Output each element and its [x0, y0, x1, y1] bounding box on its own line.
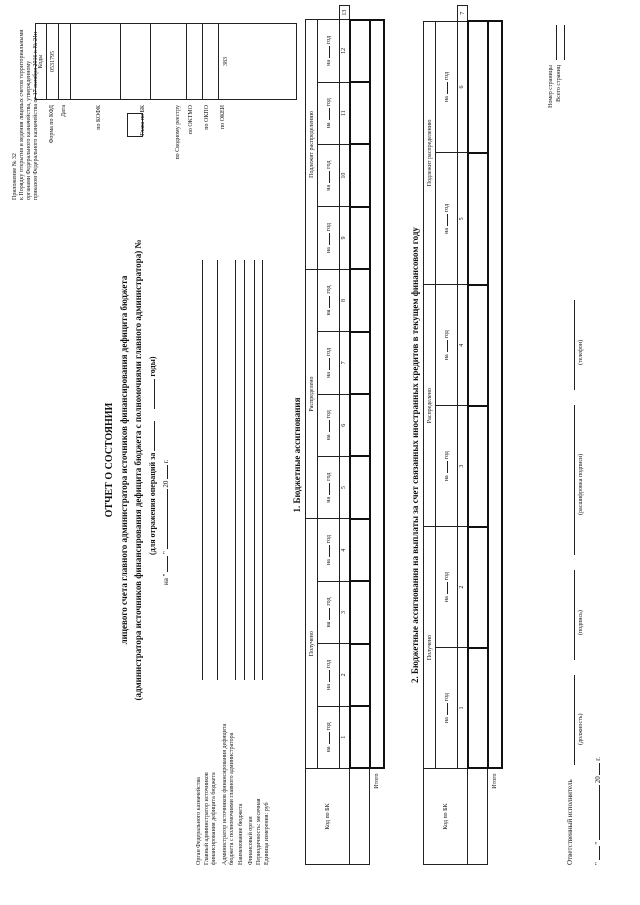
- god-label: год: [325, 98, 332, 107]
- na-label: на: [325, 434, 332, 441]
- t1-col-number: 2: [340, 644, 350, 706]
- okud-value: 0531795: [46, 24, 59, 99]
- left-field-line[interactable]: [211, 260, 218, 680]
- left-field-line[interactable]: [229, 260, 236, 680]
- left-label: финансирования дефицита бюджета: [211, 772, 217, 865]
- t1-year-header: [318, 82, 340, 144]
- t2-data-cell[interactable]: [468, 153, 488, 285]
- s1-group-to-distribute: Подлежит распределению: [306, 20, 318, 270]
- s1-group-received: Получено: [306, 519, 318, 769]
- t1-col-number: 9: [340, 207, 350, 269]
- god-label: год: [443, 330, 450, 339]
- t1-col-number: 7: [340, 332, 350, 394]
- na-label: на: [325, 247, 332, 254]
- god-label: год: [325, 223, 332, 232]
- left-label: Главный администратор источников: [204, 772, 210, 865]
- t1-year-header: [318, 20, 340, 82]
- decoding-field[interactable]: [566, 405, 575, 555]
- t2-year-header: [436, 285, 458, 406]
- left-label: Периодичность: месячная: [256, 798, 262, 865]
- okud-label: Форма по КФД: [49, 105, 55, 144]
- t1-col-number: 8: [340, 269, 350, 331]
- kofk-label: по КОФК: [96, 105, 102, 130]
- year-field[interactable]: [329, 670, 330, 682]
- t1-year-header: [318, 207, 340, 269]
- page-number-field[interactable]: [552, 25, 557, 60]
- t1-data-cell[interactable]: [350, 706, 370, 768]
- t2-col-number: 3: [458, 406, 468, 527]
- god-label: год: [325, 410, 332, 419]
- okei-label: по ОКЕИ: [220, 105, 226, 130]
- footer-date-g: г.: [594, 756, 602, 761]
- t1-data-cell[interactable]: [350, 20, 370, 82]
- na-label: на: [443, 96, 450, 103]
- footer-year-field[interactable]: [599, 763, 600, 775]
- t2-col-number: 7: [458, 6, 468, 22]
- left-label: Орган Федерального казначейства: [196, 777, 202, 865]
- god-label: год: [325, 535, 332, 544]
- year-field[interactable]: [447, 82, 448, 94]
- left-label: Администратор источников финансирования дефицита: [222, 723, 228, 865]
- report-date-line: [162, 459, 170, 585]
- left-field-line[interactable]: [256, 260, 263, 680]
- t2-year-header: [436, 153, 458, 285]
- t1-year-header: [318, 269, 340, 331]
- page-number-label: Номер страницы: [548, 65, 554, 108]
- s2-group-distributed: Распределено: [424, 285, 436, 527]
- kofk-code-cell[interactable]: [70, 24, 121, 99]
- t2-year-header: [436, 527, 458, 648]
- s2-group-received: Получено: [424, 527, 436, 769]
- footer-month-field[interactable]: [599, 785, 600, 840]
- footer-date-year: 20: [594, 776, 602, 784]
- section2-table: [423, 5, 503, 865]
- bk-code-cell[interactable]: [120, 24, 151, 99]
- na-label: на: [325, 684, 332, 690]
- report-day-field[interactable]: [167, 556, 168, 572]
- year-field[interactable]: [329, 46, 330, 58]
- na-label: на: [325, 309, 332, 316]
- s1-total-label: Итого: [373, 773, 380, 789]
- total-pages-field[interactable]: [560, 25, 565, 60]
- t1-year-header: [318, 332, 340, 394]
- left-label: Единица измерения: руб: [264, 802, 270, 865]
- year-field[interactable]: [329, 608, 330, 620]
- left-field-line[interactable]: [238, 260, 245, 680]
- phone-caption: (телефон): [578, 339, 584, 365]
- god-label: год: [325, 722, 332, 731]
- na-label: на: [325, 372, 332, 378]
- na-label: на: [325, 559, 332, 566]
- period-from-field[interactable]: [154, 421, 155, 451]
- left-field-line[interactable]: [248, 260, 255, 680]
- section1-title: 1. Бюджетные ассигнования: [292, 397, 302, 513]
- appendix-line3: органами Федерального казначейства, утвержденному: [26, 60, 32, 200]
- t1-col-number: 3: [340, 581, 350, 643]
- na-label: на: [443, 717, 450, 724]
- codes-box: [35, 23, 297, 100]
- appendix-line1: Приложение № 32: [12, 153, 18, 200]
- date-prefix: на ": [162, 573, 170, 585]
- t1-year-header: [318, 456, 340, 518]
- god-label: год: [443, 451, 450, 460]
- god-label: год: [325, 285, 332, 294]
- t2-data-cell[interactable]: [468, 769, 488, 865]
- t1-data-cell[interactable]: [350, 82, 370, 144]
- section1-table: [305, 5, 385, 865]
- s2-col-kod: Код по БК: [424, 769, 468, 865]
- t1-col-number: 10: [340, 144, 350, 206]
- god-label: год: [325, 597, 332, 606]
- na-label: на: [325, 60, 332, 66]
- okpo-code-cell[interactable]: [202, 24, 219, 99]
- svod-code-cell[interactable]: [150, 24, 187, 99]
- t1-data-cell[interactable]: [350, 456, 370, 518]
- t1-data-cell[interactable]: [350, 769, 370, 865]
- t2-data-cell[interactable]: [468, 406, 488, 527]
- t1-data-cell[interactable]: [350, 207, 370, 269]
- t1-data-cell[interactable]: [350, 394, 370, 456]
- na-label: на: [325, 122, 332, 129]
- t2-data-cell[interactable]: [468, 527, 488, 648]
- t1-col-number: 4: [340, 519, 350, 581]
- t1-data-cell[interactable]: [350, 519, 370, 581]
- date-mid: ": [162, 551, 170, 555]
- na-label: на: [443, 475, 450, 482]
- god-label: год: [325, 347, 332, 357]
- god-label: год: [325, 160, 332, 169]
- left-label: бюджета с полномочиями главного администратора: [229, 732, 235, 865]
- s2-total-row[interactable]: [488, 21, 502, 768]
- okei-value: 383: [218, 24, 233, 99]
- total-pages-label: Всего страниц: [556, 65, 562, 102]
- t2-data-cell[interactable]: [468, 648, 488, 769]
- t1-data-cell[interactable]: [350, 269, 370, 331]
- year-field[interactable]: [447, 461, 448, 473]
- year-field[interactable]: [329, 483, 330, 495]
- t1-data-cell[interactable]: [350, 144, 370, 206]
- god-label: год: [443, 572, 450, 581]
- signature-field[interactable]: [566, 570, 575, 660]
- s1-total-row[interactable]: [370, 20, 384, 769]
- left-label: Финансовый орган: [248, 816, 254, 865]
- decoding-caption: (расшифровка подписи): [578, 453, 584, 515]
- god-label: год: [325, 659, 332, 669]
- t2-year-header: [436, 21, 458, 153]
- oktmo-label: по ОКТМО: [188, 105, 194, 135]
- god-label: год: [325, 472, 332, 481]
- signature-caption: (подпись): [578, 610, 584, 635]
- appendix-line2: к Порядку открытия и ведения лицевых счетов территориальными: [19, 29, 25, 200]
- t1-data-cell[interactable]: [350, 332, 370, 394]
- left-label: Наименование бюджета: [238, 803, 244, 865]
- year-field[interactable]: [447, 340, 448, 352]
- year-field[interactable]: [329, 296, 330, 308]
- period-to-field[interactable]: [154, 379, 155, 409]
- na-label: на: [443, 596, 450, 603]
- period-line: [148, 356, 157, 555]
- year-field[interactable]: [447, 582, 448, 594]
- na-label: на: [325, 746, 332, 753]
- position-field[interactable]: [566, 675, 575, 765]
- t2-col-number: 4: [458, 285, 468, 406]
- t1-col-number: 12: [340, 20, 350, 82]
- t1-col-number: 1: [340, 706, 350, 768]
- na-label: на: [325, 184, 332, 191]
- t1-col-number: 5: [340, 456, 350, 518]
- t1-year-header: [318, 706, 340, 768]
- footer-date: [594, 757, 602, 865]
- oktmo-code-cell[interactable]: [186, 24, 203, 99]
- date-suffix: г.: [162, 459, 170, 464]
- t1-year-header: [318, 644, 340, 706]
- t2-col-number: 1: [458, 648, 468, 769]
- na-label: на: [443, 354, 450, 361]
- year-field[interactable]: [329, 732, 330, 744]
- t1-year-header: [318, 519, 340, 581]
- year-field[interactable]: [447, 703, 448, 715]
- footer-day-field[interactable]: [599, 846, 600, 860]
- appendix-line4: приказом Федерального казначейства от 17 октября 2016 г. № 21н: [33, 31, 39, 200]
- bk-label: Глава по БК: [140, 105, 146, 136]
- t1-col-number: 6: [340, 394, 350, 456]
- s2-group-to-distribute: Подлежит распределению: [424, 21, 436, 285]
- god-label: год: [325, 35, 332, 44]
- t2-col-number: 2: [458, 527, 468, 648]
- position-caption: (должность): [578, 713, 584, 745]
- s1-col-kod: Код по БК: [306, 769, 350, 865]
- na-label: на: [325, 621, 332, 628]
- t2-col-number: 5: [458, 153, 468, 285]
- codes-header: Коды: [38, 54, 44, 69]
- period-text: (для отражения операций за: [148, 452, 157, 555]
- t1-year-header: [318, 581, 340, 643]
- year-field[interactable]: [329, 233, 330, 245]
- god-label: год: [443, 203, 450, 212]
- t2-year-header: [436, 406, 458, 527]
- t1-data-cell[interactable]: [350, 644, 370, 706]
- t1-year-header: [318, 144, 340, 206]
- t2-data-cell[interactable]: [468, 285, 488, 406]
- footer-responsible: Ответственный исполнитель: [566, 779, 574, 865]
- year-field[interactable]: [329, 108, 330, 120]
- svod-label: по Сводному реестру: [175, 105, 181, 160]
- report-subtitle-1: лицевого счета главного администратора источников финансирования дефицита бюджета: [119, 275, 129, 645]
- s1-group-distributed: Распределено: [306, 269, 318, 519]
- year-field[interactable]: [447, 214, 448, 226]
- footer-date-q1: ": [594, 862, 602, 865]
- date-label: Дата: [61, 105, 67, 117]
- year-field[interactable]: [329, 171, 330, 183]
- phone-field[interactable]: [566, 300, 575, 390]
- left-field-line[interactable]: [196, 260, 203, 680]
- report-subtitle-2: (администратора источников финансирования дефицита бюджета с полномочиями главного администратора) №: [133, 239, 143, 701]
- report-month-field[interactable]: [167, 489, 168, 549]
- footer-date-q2: ": [594, 841, 602, 845]
- t1-data-cell[interactable]: [350, 581, 370, 643]
- year-field[interactable]: [329, 545, 330, 557]
- s2-total-label: Итого: [491, 773, 498, 789]
- na-label: на: [325, 496, 332, 503]
- t1-year-header: [318, 394, 340, 456]
- date-year: 20: [162, 480, 170, 488]
- period-text-end: годы): [148, 356, 157, 377]
- section2-title: 2. Бюджетные ассигнования на выплаты за счет связанных иностранных кредитов в текущем финансовом году: [410, 227, 420, 683]
- year-field[interactable]: [329, 420, 330, 432]
- report-title: ОТЧЕТ О СОСТОЯНИИ: [104, 402, 115, 518]
- okpo-label: по ОКПО: [204, 105, 210, 130]
- t2-col-number: 6: [458, 21, 468, 153]
- na-label: на: [443, 228, 450, 234]
- t1-col-number: 13: [340, 6, 350, 20]
- t2-year-header: [436, 648, 458, 769]
- year-field[interactable]: [329, 358, 330, 370]
- t1-col-number: 11: [340, 82, 350, 144]
- report-year-field[interactable]: [167, 465, 168, 479]
- t2-data-cell[interactable]: [468, 21, 488, 153]
- god-label: год: [443, 71, 450, 81]
- god-label: год: [443, 693, 450, 702]
